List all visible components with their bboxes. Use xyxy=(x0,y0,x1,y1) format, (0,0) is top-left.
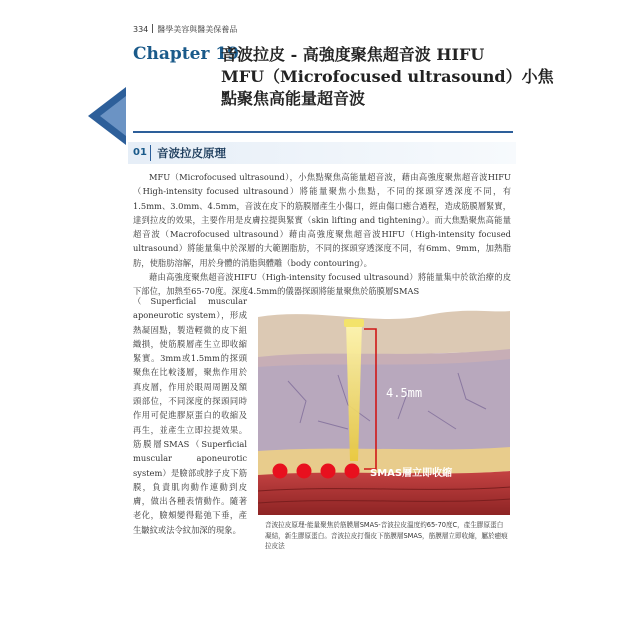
page-number: 334 xyxy=(133,25,149,34)
depth-label: 4.5mm xyxy=(386,386,423,400)
transducer-icon xyxy=(344,319,364,327)
header-divider xyxy=(152,24,153,33)
thermal-coagulation-point xyxy=(297,464,312,479)
section-divider xyxy=(150,145,151,161)
thermal-coagulation-point xyxy=(273,464,288,479)
section-number: 01 xyxy=(133,147,147,158)
section-title: 音波拉皮原理 xyxy=(157,146,226,160)
chapter-title xyxy=(221,44,554,110)
paragraph: MFU（Microfocused ultrasound），小焦點聚焦高能量超音波，藉由高強度聚焦超音波HIFU（High-intensity focused ultrasound）將能量聚焦小焦點，不同的探頭穿透深度不同，有1.5mm、3.0mm、4.5mm，音波在皮下的筋膜層產生小傷口，經由傷口癒合過程，造成筋膜層緊實，達到拉皮的效果，主要作用是皮膚拉提與緊實（skin lifting and tightening）。而大焦點聚焦高能量超音波（Macrofocused ultrasound）藉由高強度聚焦超音波HIFU（High-intensity focused ultrasound）將能量集中於深層的大範圍脂肪，不同的探頭穿透深度不同，有6mm、9mm，加熱脂肪，使脂肪溶解，用於身體的消脂與體雕（body contouring）。 xyxy=(133,172,511,268)
running-header xyxy=(133,24,237,35)
chapter-title-line: 音波拉皮 - 高強度聚焦超音波 HIFU xyxy=(221,45,485,64)
left-column-text: （Superficial muscular aponeurotic system），形成熱凝固點，製造輕微的皮下組織損，使筋膜層產生立即收縮緊實。3mm或1.5mm的探頭聚焦在比較淺層，聚焦作用於真皮層，作用於眼周周圍及額頭部位，不同深度的探頭同時作用可促進膠原蛋白的收縮及再生，並產生立即拉提效果。筋膜層SMAS（Superficial muscular aponeurotic system）是臉部或脖子皮下筋膜，負責肌肉動作連動到皮膚，做出各種表情動作。隨著老化，臉頰變得鬆弛下垂，產生皺紋或法令紋加深的現象。 xyxy=(133,296,247,535)
thermal-coagulation-point xyxy=(345,464,360,479)
thermal-coagulation-point xyxy=(321,464,336,479)
skin-layers-illustration xyxy=(258,301,510,515)
chapter-title-line: MFU（Microfocused ultrasound）小焦 xyxy=(221,67,554,86)
chapter-title-line: 點聚焦高能量超音波 xyxy=(221,89,366,108)
chapter-rule xyxy=(133,131,513,133)
dermis-layer xyxy=(258,359,510,453)
chapter-label: Chapter 19 xyxy=(133,44,239,64)
figure-caption: 音波拉皮原理-能量聚焦於筋膜層SMAS-音波拉皮溫度約65-70度C，產生膠原蛋白凝結，新生膠原蛋白。音波拉皮打傷皮下筋膜層SMAS，筋膜層立即收縮，屬於癒痕拉皮法 xyxy=(265,521,508,550)
hifu-diagram xyxy=(258,301,510,515)
paragraph: 藉由高強度聚焦超音波HIFU（High-intensity focused ultrasound）將能量集中於欲治療的皮下部位，加熱至65-70度。深度4.5mm的儀器探頭將能量聚焦於筋膜層SMAS xyxy=(133,272,511,297)
book-title: 醫學美容與醫美保養品 xyxy=(157,25,238,34)
smas-label: SMAS層立即收縮 xyxy=(370,468,453,479)
body-text xyxy=(133,170,511,299)
chapter-arrow-inner-decoration xyxy=(100,96,126,136)
